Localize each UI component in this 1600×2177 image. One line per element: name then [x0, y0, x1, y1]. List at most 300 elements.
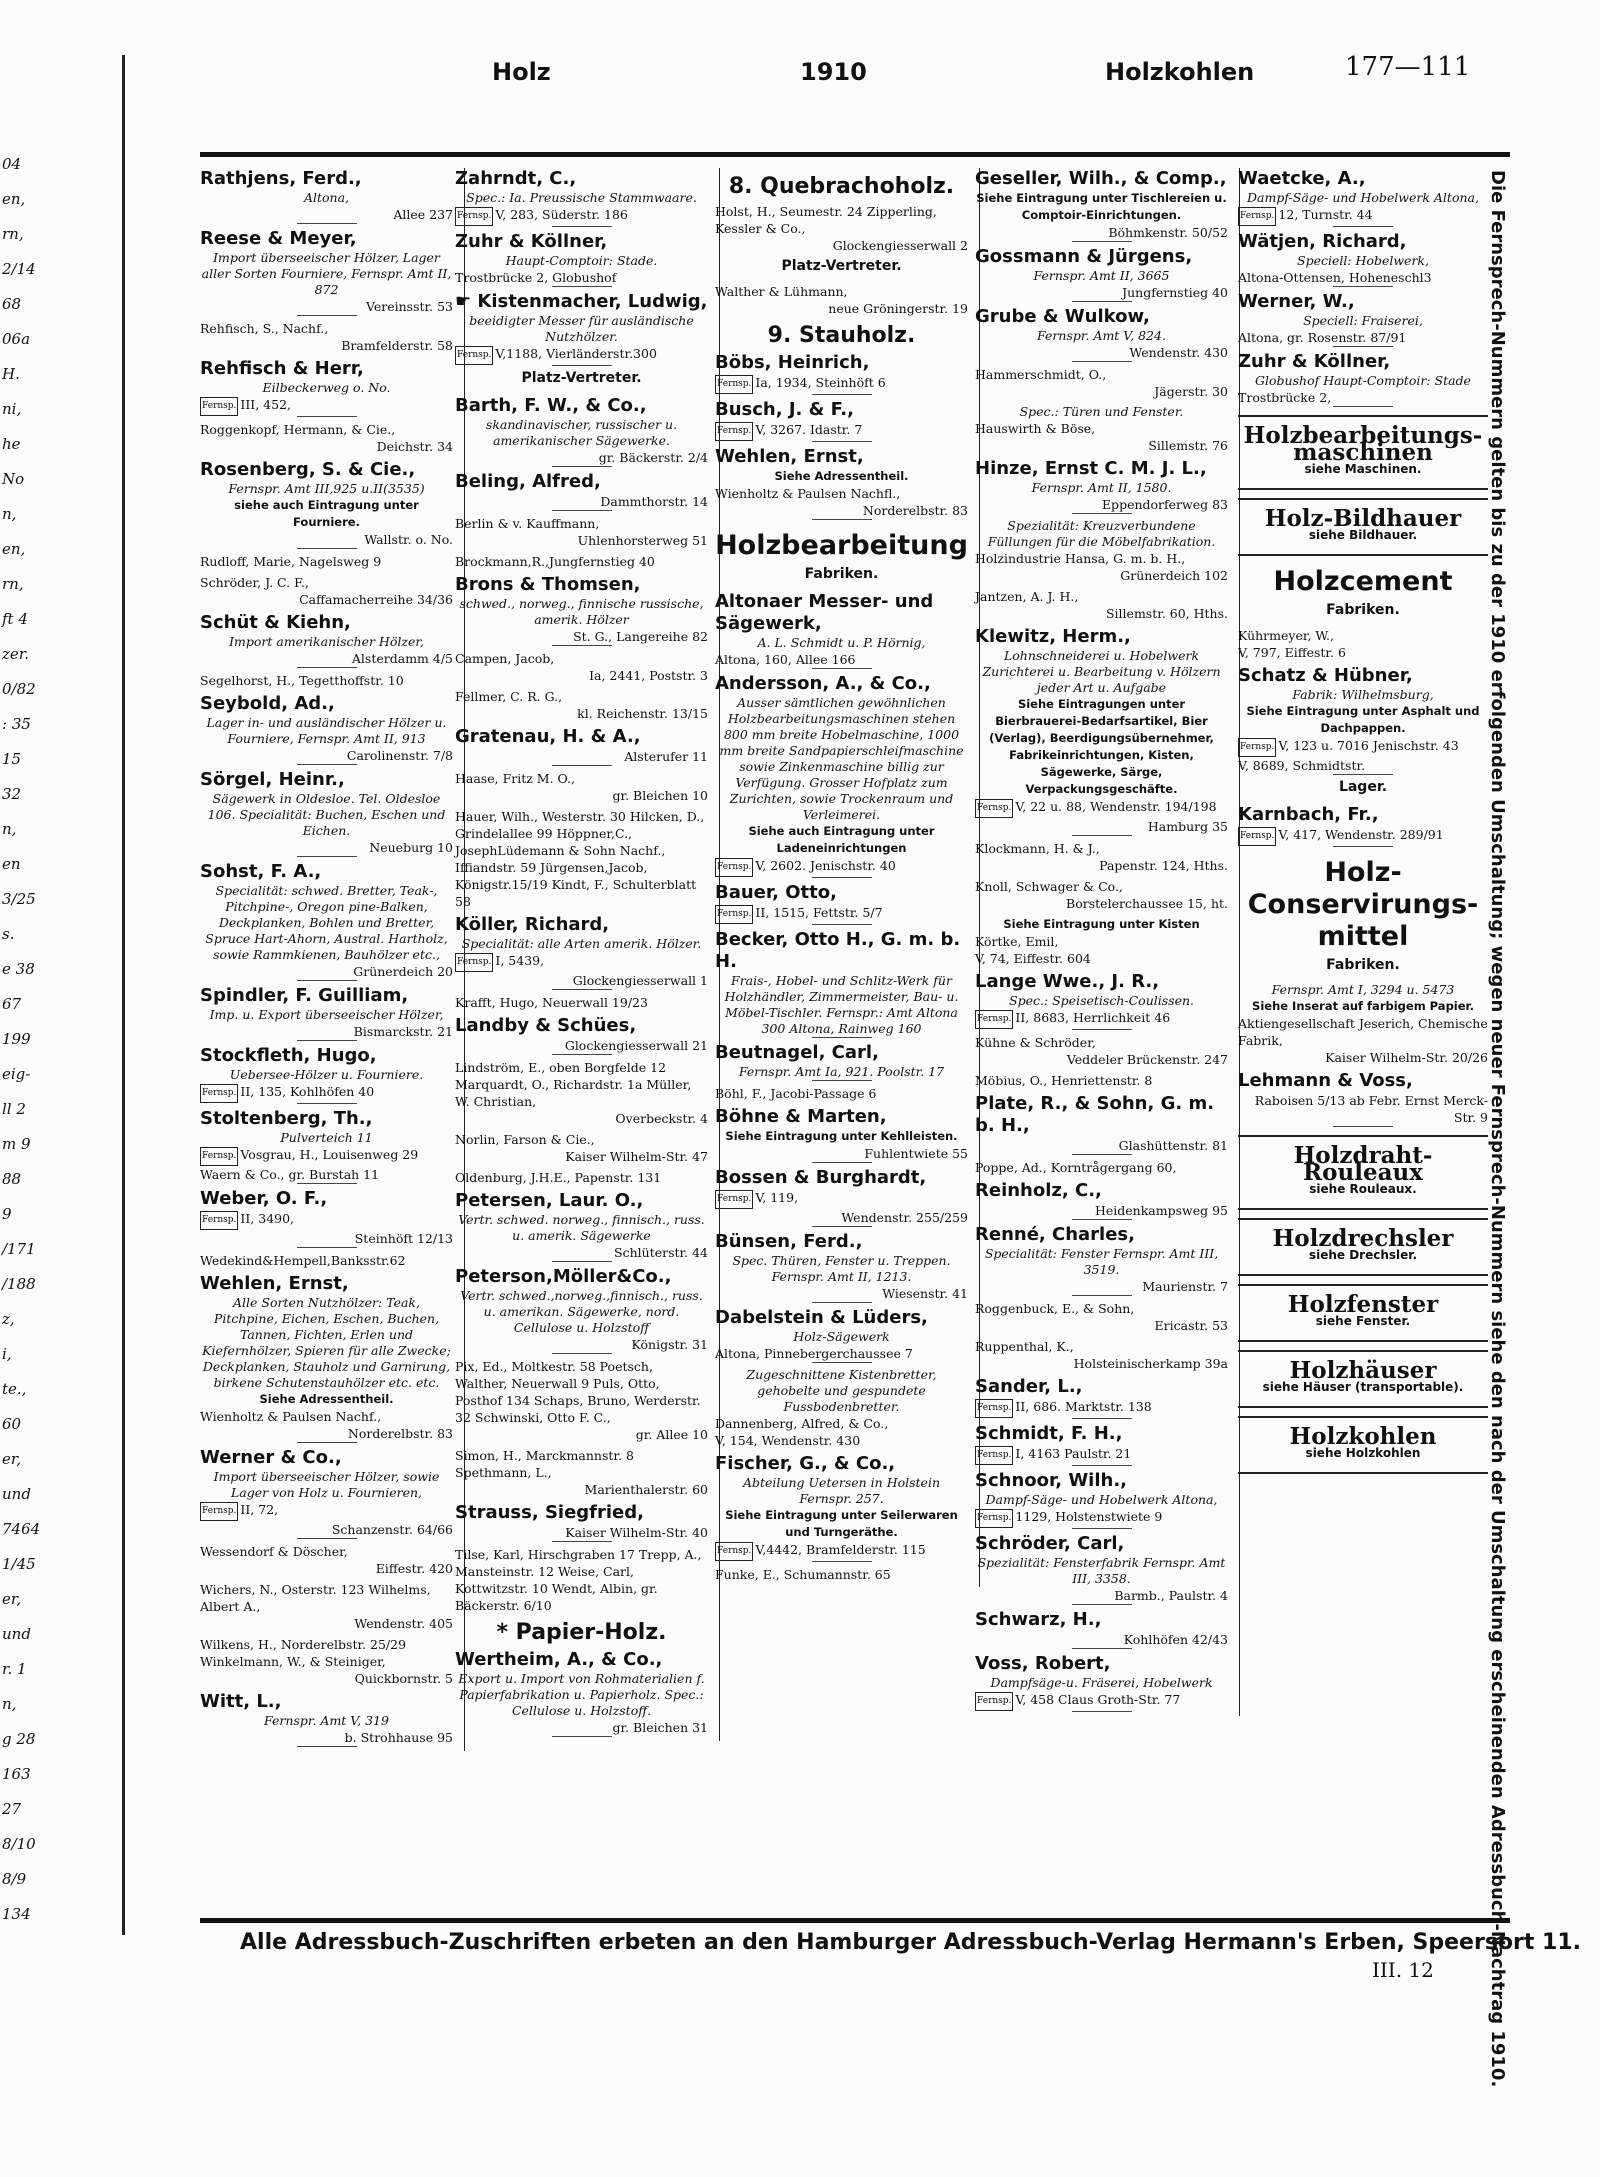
category-subheading: Fabriken.	[804, 566, 879, 582]
firm-description: Lohnschneiderei u. Hobelwerk Zurichterei u. Bearbeitung v. Hölzern jeder Art u. Aufgabe	[982, 648, 1221, 695]
section-title: * Papier-Holz.	[496, 1620, 667, 1645]
section-title: 8. Quebrachoholz.	[728, 174, 955, 199]
firm-details	[1238, 1015, 1488, 1049]
firm-details	[455, 206, 708, 226]
firm-details	[455, 650, 708, 667]
firm-details-text: Tilse, Karl, Hirschgraben 17 Trepp, A., Mansteinstr. 12 Weise, Carl, Kottwitzstr. 10 Wendt, Albin, gr. Bäckerstr. 6/10	[455, 1547, 702, 1613]
directory-entry	[715, 399, 968, 442]
prev-page-fragment: er,	[2, 1590, 22, 1608]
firm-description: Vertr. schwed.,norweg.,finnisch., russ. u. amerikan. Sägewerke, nord. Cellulose u. Holzstoff	[460, 1288, 703, 1335]
directory-entry	[715, 530, 968, 583]
firm-details	[455, 994, 708, 1011]
cross-reference	[1238, 1416, 1488, 1474]
cross-reference	[1238, 1135, 1488, 1210]
phone-icon: Fernsp.	[975, 1010, 1013, 1029]
firm-details-text: Poppe, Ad., Korntrågergang 60,	[975, 1160, 1177, 1175]
entry-separator	[297, 856, 357, 857]
directory-entry	[1238, 231, 1488, 287]
directory-entry	[1238, 291, 1488, 347]
prev-page-fragment: 8/9	[2, 1870, 27, 1888]
see-also-note: Siehe auch Eintragung unter Ladeneinrichtungen	[748, 824, 935, 855]
entry-separator	[297, 315, 357, 316]
directory-entry	[200, 1252, 453, 1269]
entry-separator	[812, 1302, 872, 1303]
directory-entry	[455, 1649, 708, 1737]
phone-icon: Fernsp.	[715, 858, 753, 877]
firm-details-text: Wessendorf & Döscher,	[200, 1544, 348, 1559]
entry-separator	[552, 1054, 612, 1055]
entry-separator	[552, 1261, 612, 1262]
firm-name: Altonaer Messer- und Sägewerk,	[715, 591, 934, 634]
prev-page-fragment: te.,	[2, 1380, 27, 1398]
directory-entry	[1238, 627, 1488, 661]
firm-name: Brons & Thomsen,	[455, 574, 641, 595]
header-year: 1910	[800, 58, 867, 86]
firm-details-text: Altona, Pinnebergerchaussee 7	[715, 1346, 913, 1361]
see-also-note: Siehe Eintragung unter Seilerwaren und Turngeräthe.	[725, 1508, 958, 1539]
firm-description: Imp. u. Export überseeischer Hölzer,	[209, 1007, 444, 1022]
prev-page-fragment: 134	[2, 1905, 31, 1923]
firm-name: Rehfisch & Herr,	[200, 358, 364, 379]
firm-details-text: Wedekind&Hempell,Banksstr.62	[200, 1253, 406, 1268]
firm-address: Neueburg 10	[369, 840, 453, 855]
entry-separator	[1333, 286, 1393, 287]
entry-separator	[297, 764, 357, 765]
directory-entry	[200, 672, 453, 689]
firm-name: Wertheim, A., & Co.,	[455, 1649, 663, 1670]
entry-separator	[812, 877, 872, 878]
directory-entry	[455, 726, 708, 766]
firm-details-text: II, 686. Marktstr. 138	[1015, 1399, 1152, 1414]
firm-details-text: Ia, 1934, Steinhöft 6	[755, 375, 886, 390]
directory-entry	[975, 1533, 1228, 1605]
entry-separator	[552, 286, 612, 287]
prev-page-fragment: und	[2, 1625, 31, 1643]
firm-name: Witt, L.,	[200, 1691, 282, 1712]
firm-name: Karnbach, Fr.,	[1238, 804, 1379, 825]
directory-entry	[715, 283, 968, 317]
firm-details-text: Lindström, E., oben Borgfelde 12 Marquardt, O., Richardstr. 1a Müller, W. Christian,	[455, 1060, 692, 1109]
prev-page-fragment: en	[2, 855, 21, 873]
firm-address: Caffamacherreihe 34/36	[299, 592, 453, 607]
prev-page-fragment: 68	[2, 295, 22, 313]
firm-details-text: Jantzen, A. J. H.,	[975, 589, 1079, 604]
phone-icon: Fernsp.	[715, 422, 753, 441]
directory-entry	[975, 1609, 1228, 1649]
prev-page-fragment: he	[2, 435, 21, 453]
column-3	[715, 168, 968, 1587]
directory-entry	[975, 306, 1228, 362]
firm-description: Lager in- und ausländischer Hölzer u. Fourniere, Fernspr. Amt II, 913	[206, 715, 447, 746]
prev-page-fragment: rn,	[2, 575, 24, 593]
firm-description: Spezialität: Fensterfabrik Fernspr. Amt III, 3358.	[977, 1555, 1226, 1586]
directory-entry	[455, 1190, 708, 1262]
firm-name: Plate, R., & Sohn, G. m. b. H.,	[975, 1093, 1215, 1136]
entry-separator	[297, 1442, 357, 1443]
entry-separator	[812, 1080, 872, 1081]
phone-icon: Fernsp.	[1238, 827, 1276, 846]
entry-separator	[812, 1226, 872, 1227]
directory-entry	[200, 574, 453, 608]
firm-name: Grube & Wulkow,	[975, 306, 1150, 327]
cross-reference-target: siehe Maschinen.	[1304, 462, 1422, 476]
category-heading: Holzcement	[1273, 566, 1453, 597]
directory-entry	[200, 612, 453, 668]
bottom-rule	[200, 1918, 1510, 1923]
firm-description: Haupt-Comptoir: Stade.	[505, 253, 658, 268]
prev-page-fragment: g 28	[2, 1730, 36, 1748]
firm-details	[975, 1398, 1228, 1418]
firm-details-text: Altona, 160, Allee 166	[715, 652, 856, 667]
see-also-note: Siehe Eintragung unter Tischlereien u. Comptoir-Einrichtungen.	[976, 191, 1227, 222]
firm-name: Wehlen, Ernst,	[715, 446, 864, 467]
firm-details	[455, 1546, 708, 1614]
firm-name: Rosenberg, S. & Cie.,	[200, 459, 416, 480]
directory-entry	[455, 1358, 708, 1443]
firm-details-text: Möbius, O., Henriettenstr. 8	[975, 1073, 1153, 1088]
prev-page-fragment: 60	[2, 1415, 22, 1433]
prev-page-fragment: : 35	[2, 715, 31, 733]
firm-description: skandinavischer, russischer u. amerikanischer Sägewerke.	[485, 417, 678, 448]
footer-notice: Alle Adressbuch-Zuschriften erbeten an den Hamburger Adressbuch-Verlag Hermann's Erben, Speersort 11.	[240, 1930, 1582, 1955]
directory-entry	[1238, 1135, 1488, 1210]
column-4	[975, 168, 1228, 1716]
firm-name: Sörgel, Heinr.,	[200, 769, 345, 790]
firm-description: Fernspr. Amt V, 824.	[1037, 328, 1166, 343]
directory-entry	[975, 404, 1228, 454]
directory-entry	[975, 458, 1228, 514]
firm-name: Zuhr & Köllner,	[1238, 351, 1391, 372]
firm-details	[455, 345, 708, 365]
prev-page-fragment: r. 1	[2, 1660, 27, 1678]
firm-description: Globushof Haupt-Comptoir: Stade	[1255, 373, 1471, 388]
entry-separator	[1072, 1029, 1132, 1030]
directory-entry	[975, 1338, 1228, 1372]
firm-details	[715, 1345, 968, 1362]
entry-separator	[297, 1247, 357, 1248]
entry-separator	[552, 510, 612, 511]
firm-address: Kaiser Wilhelm-Str. 20/26	[1325, 1050, 1488, 1065]
directory-entry	[455, 650, 708, 684]
directory-entry	[200, 1188, 453, 1248]
firm-details	[715, 283, 968, 300]
firm-details	[715, 651, 968, 668]
cross-reference-target: siehe Drechsler.	[1308, 1248, 1418, 1262]
firm-details	[975, 1445, 1228, 1465]
phone-icon: Fernsp.	[975, 1509, 1013, 1528]
firm-details	[975, 1338, 1228, 1355]
directory-entry	[715, 1167, 968, 1227]
entry-separator	[1072, 301, 1132, 302]
firm-details-text: Böhl, F., Jacobi-Passage 6	[715, 1086, 877, 1101]
firm-details	[975, 420, 1228, 437]
section-title: 9. Stauholz.	[767, 323, 916, 348]
firm-details-text: V, 458 Claus Groth-Str. 77	[1015, 1692, 1181, 1707]
firm-address: b. Strohhause 95	[344, 1730, 453, 1745]
header-page: 177—111	[1345, 52, 1471, 82]
directory-entry	[455, 370, 708, 387]
phone-icon: Fernsp.	[455, 207, 493, 226]
firm-address: Fuhlentwiete 55	[864, 1146, 968, 1161]
firm-details	[200, 1543, 453, 1560]
directory-entry	[455, 1447, 708, 1498]
directory-entry	[715, 1085, 968, 1102]
firm-address: Holsteinischerkamp 39a	[1073, 1356, 1228, 1371]
directory-entry	[200, 769, 453, 857]
firm-address: Eppendorferweg 83	[1101, 497, 1228, 512]
firm-name: Busch, J. & F.,	[715, 399, 854, 420]
column-2	[455, 168, 708, 1741]
firm-details-text: Ruppenthal, K.,	[975, 1339, 1074, 1354]
prev-page-fragment: 27	[2, 1800, 22, 1818]
entry-separator	[812, 1561, 872, 1562]
entry-separator	[552, 765, 612, 766]
cross-reference-target: siehe Häuser (transportable).	[1262, 1380, 1464, 1394]
firm-address: Kaiser Wilhelm-Str. 47	[565, 1149, 708, 1164]
prev-page-fragment: 163	[2, 1765, 31, 1783]
firm-details	[715, 1566, 968, 1583]
firm-address: Ia, 2441, Poststr. 3	[589, 668, 708, 683]
prev-page-fragment: 9	[2, 1205, 12, 1223]
firm-description: Spec.: Speisetisch-Coulissen.	[1009, 993, 1194, 1008]
firm-details	[200, 320, 453, 337]
firm-details	[455, 1131, 708, 1148]
prev-page-fragment: 32	[2, 785, 22, 803]
directory-entry	[200, 1691, 453, 1747]
prev-page-fragment: i,	[2, 1345, 12, 1363]
firm-address: Ericastr. 53	[1154, 1318, 1228, 1333]
firm-details-text: V,1188, Vierländerstr.300	[495, 346, 657, 361]
firm-details	[200, 1210, 453, 1230]
firm-name: Schnoor, Wilh.,	[975, 1470, 1128, 1491]
phone-icon: Fernsp.	[715, 1542, 753, 1561]
firm-address: Glashüttenstr. 81	[1118, 1138, 1228, 1153]
firm-details	[200, 1083, 453, 1103]
directory-entry	[975, 971, 1228, 1030]
firm-details	[455, 1447, 708, 1481]
firm-details	[975, 366, 1228, 383]
directory-entry	[200, 1273, 453, 1443]
firm-name: Reinholz, C.,	[975, 1180, 1102, 1201]
firm-address: Norderelbstr. 83	[347, 1426, 453, 1441]
prev-page-fragment: 0/82	[2, 680, 36, 698]
entry-separator	[812, 1162, 872, 1163]
firm-description: Specialität: Fenster Fernspr. Amt III, 3519.	[984, 1246, 1219, 1277]
firm-address: Wendenstr. 430	[1129, 345, 1228, 360]
firm-details-text: Hauer, Wilh., Westerstr. 30 Hilcken, D., Grindelallee 99 Höppner,C., JosephLüdemann & Sohn Nachf., Iffiandstr. 59 Jürgensen,Jacob, Königstr.15/19 Kindt, F., Schulterblatt 58	[455, 809, 705, 909]
firm-name: Renné, Charles,	[975, 1224, 1135, 1245]
firm-name: Seybold, Ad.,	[200, 693, 335, 714]
directory-entry	[200, 228, 453, 316]
directory-entry	[975, 1072, 1228, 1089]
firm-details-text: V, 123 u. 7016 Jenischstr. 43	[1278, 738, 1459, 753]
prev-page-fragment: ft 4	[2, 610, 28, 628]
phone-icon: Fernsp.	[715, 1190, 753, 1209]
firm-details-text: Walther & Lühmann,	[715, 284, 848, 299]
firm-details	[975, 1034, 1228, 1051]
firm-name: Köller, Richard,	[455, 914, 610, 935]
phone-icon: Fernsp.	[455, 953, 493, 972]
firm-description: Pulverteich 11	[280, 1130, 373, 1145]
entry-separator	[297, 416, 357, 417]
category-subheading: Fabriken.	[1326, 957, 1400, 973]
directory-entry	[200, 1543, 453, 1577]
firm-address: Grünerdeich 102	[1120, 568, 1228, 583]
directory-entry	[975, 878, 1228, 912]
firm-details-text: Schröder, J. C. F.,	[200, 575, 309, 590]
directory-entry	[715, 1367, 968, 1449]
firm-name: Petersen, Laur. O.,	[455, 1190, 644, 1211]
firm-details-text: V, 2602. Jenischstr. 40	[755, 858, 896, 873]
firm-details-text: Roggenkopf, Hermann, & Cie.,	[200, 422, 396, 437]
prev-page-fragment: 06a	[2, 330, 31, 348]
prev-page-fragment: 199	[2, 1030, 31, 1048]
prev-page-fragment: er,	[2, 1450, 22, 1468]
firm-address: Overbeckstr. 4	[615, 1111, 708, 1126]
directory-entry	[975, 840, 1228, 874]
entry-separator	[552, 1541, 612, 1542]
firm-details-text: Aktiengesellschaft Jeserich, Chemische Fabrik,	[1238, 1016, 1488, 1048]
firm-details	[715, 1085, 968, 1102]
firm-name: Gossmann & Jürgens,	[975, 246, 1193, 267]
firm-details-text: Hammerschmidt, O.,	[975, 367, 1107, 382]
firm-details	[1238, 389, 1488, 406]
vertical-notice: Die Fernsprech-Nummern gelten bis zu der 1910 erfolgenden Umschaltung; wegen neuer Fernsprech-Nummern siehe den nach der Umschaltung erscheinenden Adressbuch-Nachtrag 1910.	[1487, 170, 1508, 2088]
prev-page-fragment: 04	[2, 155, 22, 173]
directory-entry	[455, 914, 708, 990]
firm-details-text: II, 8683, Herrlichkeit 46	[1015, 1010, 1171, 1025]
firm-description: Import amerikanischer Hölzer,	[229, 634, 424, 649]
directory-entry	[715, 1042, 968, 1081]
firm-address: Kohlhöfen 42/43	[1123, 1632, 1228, 1647]
entry-separator	[1333, 226, 1393, 227]
header-left: Holz	[492, 58, 551, 86]
entry-separator	[297, 548, 357, 549]
firm-address: gr. Bleichen 10	[612, 788, 708, 803]
firm-details-text: Brockmann,R.,Jungfernstieg 40	[455, 554, 655, 569]
firm-details	[455, 269, 708, 286]
phone-icon: Fernsp.	[200, 1211, 238, 1230]
firm-name: Beling, Alfred,	[455, 471, 601, 492]
entry-separator	[297, 1538, 357, 1539]
see-also-note: Siehe Eintragung unter Kehlleisten.	[725, 1129, 958, 1143]
entry-separator	[812, 668, 872, 669]
firm-details	[715, 1541, 968, 1561]
firm-address: Bismarckstr. 21	[353, 1024, 453, 1039]
firm-details	[975, 798, 1228, 818]
prev-page-fragment: m 9	[2, 1135, 31, 1153]
firm-description: Abteilung Uetersen in Holstein Fernspr. 257.	[742, 1475, 940, 1506]
firm-details-text: Wilkens, H., Norderelbstr. 25/29 Winkelmann, W., & Steiniger,	[200, 1637, 407, 1669]
prev-page-fragment: zer.	[2, 645, 30, 663]
directory-entry	[455, 1620, 708, 1645]
firm-details	[455, 553, 708, 570]
firm-details	[975, 933, 1228, 950]
firm-description: Altona,	[303, 190, 350, 205]
firm-description: Alle Sorten Nutzhölzer: Teak, Pitchpine, Eichen, Eschen, Buchen, Tannen, Fichten, Erlen und Kiefernhölzer, Spieren für alle Zwecke; Deckplanken, Stauholz und Garnirung, birkene Schutenstauhölzer etc. etc.	[202, 1295, 451, 1390]
directory-entry	[1238, 1284, 1488, 1342]
firm-details-text: Hauswirth & Böse,	[975, 421, 1096, 436]
directory-entry	[975, 1093, 1228, 1155]
phone-icon: Fernsp.	[200, 1147, 238, 1166]
entry-separator	[552, 645, 612, 646]
firm-details-text: Berlin & v. Kauffmann,	[455, 516, 600, 531]
firm-description: Sägewerk in Oldesloe. Tel. Oldesloe 106. Specialität: Buchen, Eschen und Eichen.	[207, 791, 446, 838]
prev-page-fragment: n,	[2, 505, 17, 523]
directory-entry	[1238, 566, 1488, 619]
entry-separator	[552, 1736, 612, 1737]
prev-page-fragment: rn,	[2, 225, 24, 243]
firm-details-text: II, 1515, Fettstr. 5/7	[755, 905, 883, 920]
firm-details-text: V, 283, Süderstr. 186	[495, 207, 628, 222]
firm-details-text: III, 452,	[240, 397, 292, 412]
firm-name: Sander, L.,	[975, 1376, 1083, 1397]
firm-description: A. L. Schmidt u. P. Hörnig,	[757, 635, 926, 650]
firm-details-text: Kühne & Schröder,	[975, 1035, 1096, 1050]
directory-entry	[200, 1581, 453, 1632]
entry-separator	[1333, 846, 1393, 847]
firm-details-text: Fellmer, C. R. G.,	[455, 689, 563, 704]
cross-reference-title: Holzfenster	[1287, 1291, 1439, 1318]
directory-entry	[975, 916, 1228, 967]
firm-description: Fabrik: Wilhelmsburg,	[1292, 687, 1434, 702]
firm-name: ☛ Kistenmacher, Ludwig,	[455, 291, 708, 312]
entry-separator	[297, 1746, 357, 1747]
firm-details-text: Haase, Fritz M. O.,	[455, 771, 576, 786]
firm-details-text: Oldenburg, J.H.E., Papenstr. 131	[455, 1170, 662, 1185]
directory-entry	[455, 515, 708, 549]
firm-details	[200, 1252, 453, 1269]
firm-name: Weber, O. F.,	[200, 1188, 328, 1209]
see-also-note: Siehe Eintragung unter Kisten	[1003, 917, 1200, 931]
prev-page-fragment: /171	[2, 1240, 36, 1258]
phone-icon: Fernsp.	[975, 1692, 1013, 1711]
directory-entry	[455, 168, 708, 227]
entry-separator	[1072, 1154, 1132, 1155]
firm-name: Landby & Schües,	[455, 1015, 637, 1036]
firm-description: Import überseeischer Hölzer, sowie Lager von Holz u. Fournieren,	[213, 1469, 440, 1500]
directory-entry	[455, 1131, 708, 1165]
directory-entry	[455, 688, 708, 722]
entry-separator	[1072, 1648, 1132, 1649]
firm-description: Spec.: Ia. Preussische Stammwaare.	[466, 190, 697, 205]
firm-details	[200, 553, 453, 570]
directory-entry	[200, 861, 453, 981]
entry-separator	[297, 1040, 357, 1041]
firm-name: Bünsen, Ferd.,	[715, 1231, 863, 1252]
firm-description: Frais-, Hobel- und Schlitz-Werk für Holzhändler, Zimmermeister, Bau- u. Möbel-Tischler. Fernspr.: Amt Altona 300 Altona, Rainweg 160	[724, 973, 959, 1036]
firm-details-text: Trostbrücke 2,	[1238, 390, 1332, 405]
firm-name: Gratenau, H. & A.,	[455, 726, 641, 747]
prev-page-fragment: n,	[2, 820, 17, 838]
firm-name: Werner, W.,	[1238, 291, 1355, 312]
firm-name: Böhne & Marten,	[715, 1106, 887, 1127]
prev-page-fragment: 7464	[2, 1520, 41, 1538]
directory-entry	[1238, 168, 1488, 227]
directory-entry	[1238, 665, 1488, 775]
firm-details-text: I, 4163 Paulstr. 21	[1015, 1446, 1132, 1461]
firm-details-text: Altona-Ottensen, Hoheneschl3	[1238, 270, 1432, 285]
firm-details	[975, 1159, 1228, 1176]
prev-page-fragment: s.	[2, 925, 15, 943]
firm-description: Spec. Thüren, Fenster u. Treppen. Fernspr. Amt II, 1213.	[732, 1253, 951, 1284]
directory-entry	[200, 693, 453, 765]
directory-entry	[975, 1224, 1228, 1296]
firm-address: Deichstr. 34	[376, 439, 453, 454]
firm-name: Strauss, Siegfried,	[455, 1502, 644, 1523]
firm-details	[455, 1169, 708, 1186]
cross-reference-target: siehe Holzkohlen	[1305, 1446, 1421, 1460]
